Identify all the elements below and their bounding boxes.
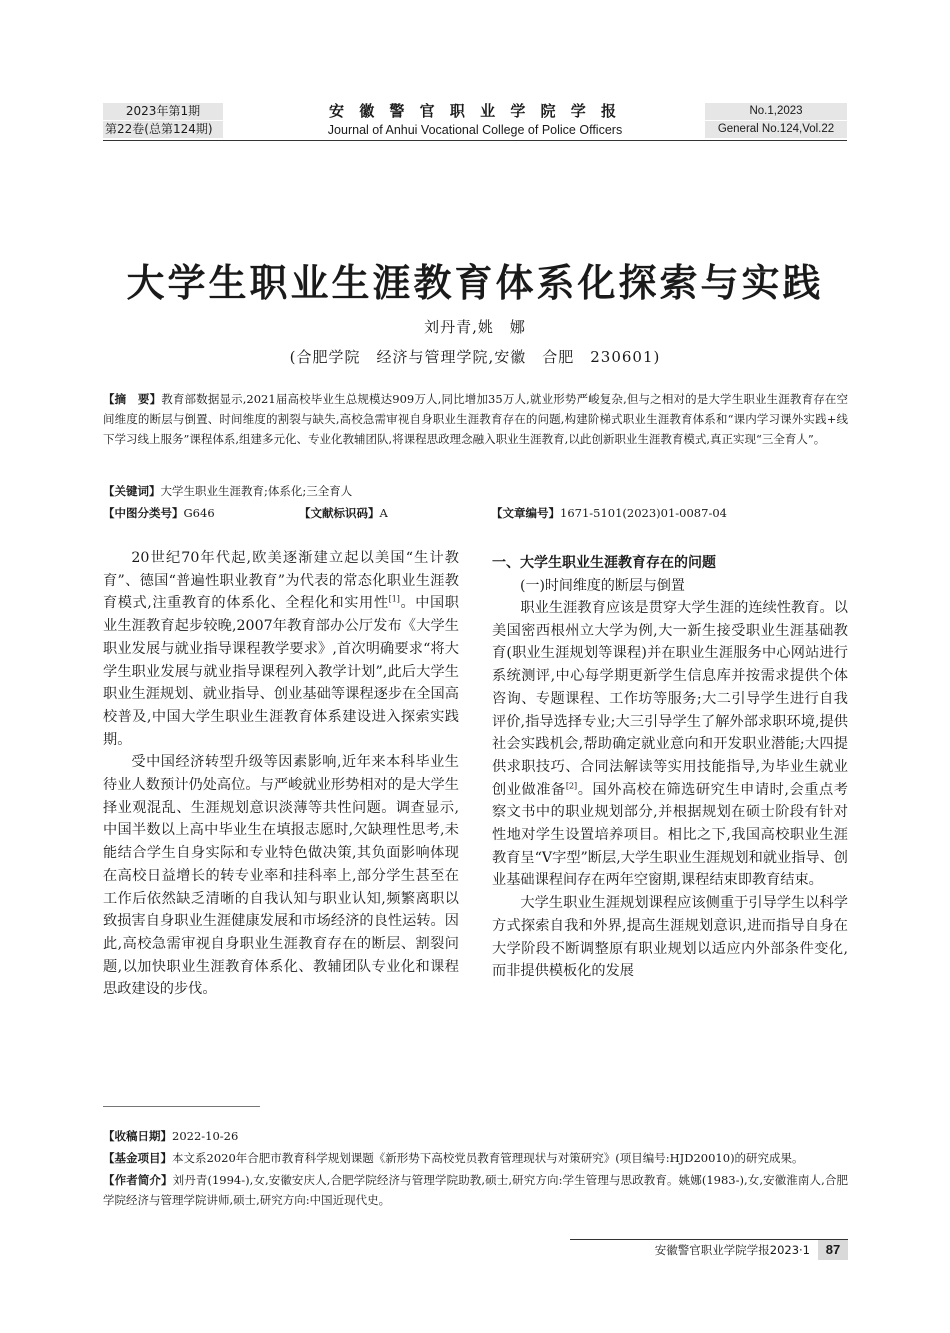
article-number-value: 1671-5101(2023)01-0087-04 xyxy=(560,506,727,520)
abstract-text: 教育部数据显示,2021届高校毕业生总规模达909万人,同比增加35万人,就业形势严峻复杂,但与之相对的是大学生职业生涯教育存在空间维度的断层与倒置、时间维度的割裂与缺失,高校急需审视自身职业生涯教育存在的问题,构建阶梯式职业生涯教育体系和“课内学习课外实践+线下学习线上服务”课程体系,组建多元化、专业化教辅团队,将课程思政理念融入职业生涯教育,以此创新职业生涯教育模式,真正实现“三全育人”。 xyxy=(103,392,849,446)
body-left-column xyxy=(103,547,459,1001)
volume-en: General No.124,Vol.22 xyxy=(705,121,847,138)
paragraph xyxy=(492,597,848,892)
article-affiliation: (合肥学院 经济与管理学院,安徽 合肥 230601) xyxy=(289,348,661,366)
paragraph-text: 。国外高校在筛选研究生申请时,会重点考察文书中的职业规划部分,并根据规划在硕士阶段有针对性地对学生设置培养项目。相比之下,我国高校职业生涯教育呈“V字型”断层,大学生职业生涯规划和就业指导、创业基础课程间存在两年空窗期,课程结束即教育结束。 xyxy=(492,781,848,889)
fund-value: 本文系2020年合肥市教育科学规划课题《新形势下高校党员教育管理现状与对策研究》(项目编号:HJD20010)的研究成果。 xyxy=(172,1151,804,1165)
clc-value: G646 xyxy=(183,506,215,520)
author-bio-label: 【作者简介】 xyxy=(103,1173,173,1187)
footnotes xyxy=(103,1126,848,1212)
fund-info xyxy=(103,1148,848,1168)
section-heading: 一、大学生职业生涯教育存在的问题 xyxy=(492,555,716,571)
keywords-text: 大学生职业生涯教育;体系化;三全育人 xyxy=(160,484,353,498)
keywords-label: 【关键词】 xyxy=(103,484,161,498)
citation-ref: [1] xyxy=(388,594,400,604)
received-date xyxy=(103,1126,848,1146)
footer-rule xyxy=(570,1239,848,1240)
fund-label: 【基金项目】 xyxy=(103,1151,172,1165)
keywords xyxy=(103,481,848,501)
paragraph: 受中国经济转型升级等因素影响,近年来本科毕业生待业人数预计仍处高位。与严峻就业形势相对的是大学生择业观混乱、生涯规划意识淡薄等共性问题。调查显示,中国半数以上高中毕业生在填报志愿时,欠缺理性思考,未能结合学生自身实际和专业特色做决策,其负面影响体现在高校日益增长的转专业率和挂科率上,部分学生甚至在工作后依然缺乏清晰的自我认知与职业认知,频繁离职以致损害自身职业生涯健康发展和市场经济的良性运转。因此,高校急需审视自身职业生涯教育存在的断层、割裂问题,以加快职业生涯教育体系化、教辅团队专业化和课程思政建设的步伐。 xyxy=(103,754,459,998)
page-number: 87 xyxy=(818,1240,848,1260)
citation-ref: [2] xyxy=(565,780,578,790)
paragraph-text: 职业生涯教育应该是贯穿大学生涯的连续性教育。以美国密西根州立大学为例,大一新生接受职业生涯基础教育(职业生涯规划等课程)并在职业生涯服务中心网站进行系统测评,中心每学期更新学生信息库并按需求提供个体咨询、专题课程、工作坊等服务;大二引导学生进行自我评价,指导选择专业;大三引导学生了解外部求职环境,提供社会实践机会,帮助确定就业意向和开发职业潜能;大四提供求职技巧、合同法解读等实用技能指导,为毕业生就业创业做准备 xyxy=(492,600,848,798)
paragraph: 大学生职业生涯规划课程应该侧重于引导学生以科学方式探索自我和外界,提高生涯规划意识,进而指导自身在大学阶段不断调整原有职业规划以适应内外部条件变化,而非提供模板化的发展 xyxy=(492,895,848,980)
doc-code-value: A xyxy=(379,506,388,520)
footnote-rule xyxy=(103,1106,260,1107)
received-value: 2022-10-26 xyxy=(172,1129,239,1143)
journal-name-cn: 安 徽 警 官 职 业 学 院 学 报 xyxy=(328,102,621,120)
doc-code-label: 【文献标识码】 xyxy=(299,506,380,520)
article-number-label: 【文章编号】 xyxy=(491,506,560,520)
header-volume-block xyxy=(705,103,847,138)
abstract xyxy=(103,389,848,449)
header-issue-block xyxy=(103,103,223,138)
clc-code xyxy=(103,503,215,523)
issue-cn: 2023年第1期 xyxy=(103,103,223,120)
body-right-column xyxy=(492,552,848,983)
received-label: 【收稿日期】 xyxy=(103,1129,172,1143)
subsection-heading: (一)时间维度的断层与倒置 xyxy=(520,578,685,594)
issue-en: No.1,2023 xyxy=(705,103,847,120)
paragraph-text: 20世纪70年代起,欧美逐渐建立起以美国“生计教育”、德国“普遍性职业教育”为代表的常态化职业生涯教育模式,注重教育的体系化、全程化和实用性 xyxy=(103,550,459,612)
footer-journal: 安徽警官职业学院学报2023·1 xyxy=(654,1243,810,1257)
header-rule xyxy=(103,140,847,141)
paragraph-text: 。中国职业生涯教育起步较晚,2007年教育部办公厅发布《大学生职业发展与就业指导课程教学要求》,首次明确要求“将大学生职业发展与就业指导课程列入教学计划”,此后大学生职业生涯规划、就业指导、创业基础等课程逐步在全国高校普及,中国大学生职业生涯教育体系建设进入探索实践期。 xyxy=(103,595,459,748)
clc-label: 【中图分类号】 xyxy=(103,506,184,520)
article-number xyxy=(491,503,727,523)
paragraph xyxy=(103,547,459,751)
author-bio-value: 刘丹青(1994-),女,安徽安庆人,合肥学院经济与管理学院助教,硕士,研究方向:学生管理与思政教育。姚娜(1983-),女,安徽淮南人,合肥学院经济与管理学院讲师,硕士,研究方向:中国近现代史。 xyxy=(103,1173,848,1207)
journal-title-block xyxy=(290,100,660,137)
classification-row xyxy=(103,503,848,523)
article-authors: 刘丹青,姚 娜 xyxy=(424,318,526,336)
doc-code xyxy=(299,503,388,523)
journal-name-en: Journal of Anhui Vocational College of Police Officers xyxy=(327,123,623,137)
article-title: 大学生职业生涯教育体系化探索与实践 xyxy=(126,261,824,305)
volume-cn: 第22卷(总第124期) xyxy=(103,121,223,138)
author-bio xyxy=(103,1170,848,1210)
abstract-label: 【摘 要】 xyxy=(103,392,162,406)
